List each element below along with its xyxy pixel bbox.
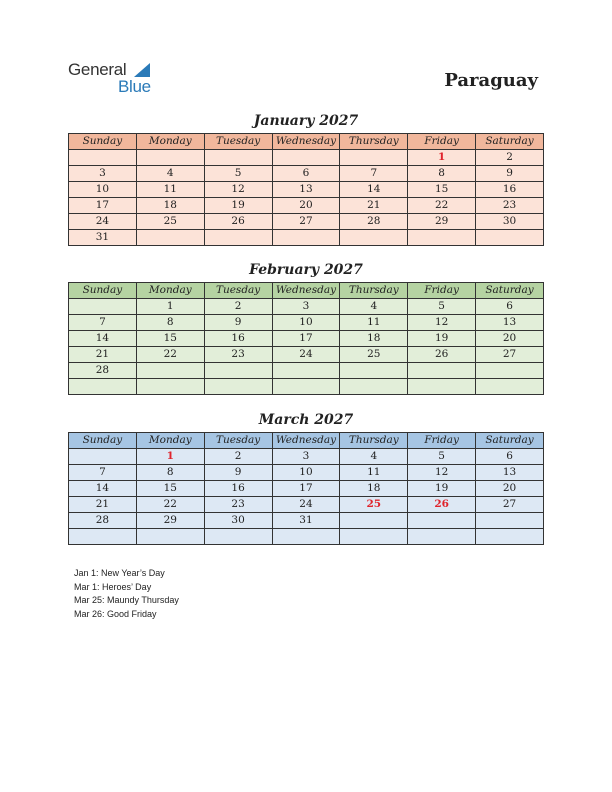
day-cell: 24 bbox=[272, 497, 340, 513]
day-cell bbox=[204, 150, 272, 166]
day-cell: 6 bbox=[476, 299, 544, 315]
day-cell: 17 bbox=[272, 481, 340, 497]
weekday-header: Monday bbox=[136, 134, 204, 150]
weekday-header: Friday bbox=[408, 134, 476, 150]
day-cell: 11 bbox=[340, 465, 408, 481]
week-row bbox=[69, 449, 544, 465]
day-cell bbox=[408, 379, 476, 395]
day-cell: 10 bbox=[272, 315, 340, 331]
day-cell: 3 bbox=[272, 299, 340, 315]
generalblue-logo bbox=[68, 60, 168, 96]
country-title: Paraguay bbox=[444, 70, 538, 91]
day-cell bbox=[476, 363, 544, 379]
week-row bbox=[69, 379, 544, 395]
day-cell bbox=[69, 379, 137, 395]
month-title-march: March 2027 bbox=[258, 412, 354, 428]
day-cell: 19 bbox=[408, 331, 476, 347]
weekday-header: Tuesday bbox=[204, 433, 272, 449]
weekday-header: Saturday bbox=[476, 134, 544, 150]
day-cell: 2 bbox=[204, 299, 272, 315]
week-row bbox=[69, 182, 544, 198]
day-cell bbox=[204, 230, 272, 246]
day-cell bbox=[204, 379, 272, 395]
day-cell bbox=[272, 529, 340, 545]
weekday-header: Friday bbox=[408, 433, 476, 449]
day-cell: 22 bbox=[408, 198, 476, 214]
weekday-header: Wednesday bbox=[272, 134, 340, 150]
day-cell: 7 bbox=[69, 465, 137, 481]
day-cell: 22 bbox=[136, 497, 204, 513]
day-cell bbox=[340, 529, 408, 545]
day-cell: 28 bbox=[69, 363, 137, 379]
calendar-february bbox=[68, 282, 544, 395]
logo-general-text: General bbox=[68, 60, 127, 79]
day-cell: 16 bbox=[204, 481, 272, 497]
logo-triangle-icon bbox=[134, 63, 150, 77]
day-cell bbox=[136, 529, 204, 545]
day-cell: 21 bbox=[340, 198, 408, 214]
day-cell: 27 bbox=[476, 497, 544, 513]
weekday-header: Wednesday bbox=[272, 433, 340, 449]
day-cell: 29 bbox=[136, 513, 204, 529]
day-cell: 12 bbox=[408, 315, 476, 331]
day-cell bbox=[136, 150, 204, 166]
holiday-item: Mar 26: Good Friday bbox=[74, 608, 157, 619]
day-cell bbox=[408, 513, 476, 529]
day-cell: 7 bbox=[69, 315, 137, 331]
weekday-header: Sunday bbox=[69, 283, 137, 299]
day-cell: 21 bbox=[69, 347, 137, 363]
weekday-header: Tuesday bbox=[204, 283, 272, 299]
day-cell: 24 bbox=[272, 347, 340, 363]
day-cell: 30 bbox=[204, 513, 272, 529]
weekday-header: Saturday bbox=[476, 433, 544, 449]
day-cell: 12 bbox=[408, 465, 476, 481]
day-cell bbox=[204, 529, 272, 545]
day-cell bbox=[272, 150, 340, 166]
weekday-header: Saturday bbox=[476, 283, 544, 299]
weekday-header: Thursday bbox=[340, 283, 408, 299]
weekday-header: Tuesday bbox=[204, 134, 272, 150]
day-cell: 2 bbox=[476, 150, 544, 166]
week-row bbox=[69, 513, 544, 529]
day-cell: 3 bbox=[69, 166, 137, 182]
weekday-header: Sunday bbox=[69, 134, 137, 150]
day-cell: 5 bbox=[408, 449, 476, 465]
day-cell: 20 bbox=[476, 331, 544, 347]
day-cell bbox=[272, 363, 340, 379]
day-cell: 20 bbox=[476, 481, 544, 497]
day-cell bbox=[136, 379, 204, 395]
calendar-march bbox=[68, 432, 544, 545]
week-row bbox=[69, 497, 544, 513]
day-cell: 27 bbox=[272, 214, 340, 230]
day-cell: 9 bbox=[476, 166, 544, 182]
day-cell: 6 bbox=[476, 449, 544, 465]
holiday-item: Mar 25: Maundy Thursday bbox=[74, 595, 179, 605]
day-cell: 15 bbox=[408, 182, 476, 198]
week-row bbox=[69, 465, 544, 481]
day-cell bbox=[340, 379, 408, 395]
day-cell bbox=[272, 379, 340, 395]
day-cell bbox=[69, 299, 137, 315]
week-row bbox=[69, 363, 544, 379]
day-cell bbox=[204, 363, 272, 379]
day-cell bbox=[408, 529, 476, 545]
day-cell: 26 bbox=[204, 214, 272, 230]
day-cell: 7 bbox=[340, 166, 408, 182]
day-cell: 31 bbox=[69, 230, 137, 246]
day-cell: 20 bbox=[272, 198, 340, 214]
week-row bbox=[69, 214, 544, 230]
day-cell: 31 bbox=[272, 513, 340, 529]
week-row bbox=[69, 198, 544, 214]
day-cell: 14 bbox=[69, 331, 137, 347]
day-cell: 14 bbox=[69, 481, 137, 497]
day-cell: 26 bbox=[408, 497, 476, 513]
weekday-header: Thursday bbox=[340, 433, 408, 449]
day-cell: 23 bbox=[476, 198, 544, 214]
day-cell: 25 bbox=[136, 214, 204, 230]
day-cell bbox=[476, 529, 544, 545]
calendar-january bbox=[68, 133, 544, 246]
weekday-header: Sunday bbox=[69, 433, 137, 449]
day-cell: 15 bbox=[136, 481, 204, 497]
day-cell: 21 bbox=[69, 497, 137, 513]
week-row bbox=[69, 315, 544, 331]
day-cell: 10 bbox=[69, 182, 137, 198]
day-cell: 3 bbox=[272, 449, 340, 465]
day-cell: 13 bbox=[272, 182, 340, 198]
day-cell bbox=[340, 513, 408, 529]
day-cell: 11 bbox=[340, 315, 408, 331]
day-cell: 29 bbox=[408, 214, 476, 230]
weekday-header-row bbox=[69, 134, 544, 150]
day-cell: 18 bbox=[340, 481, 408, 497]
week-row bbox=[69, 166, 544, 182]
weekday-header: Thursday bbox=[340, 134, 408, 150]
week-row bbox=[69, 347, 544, 363]
day-cell: 16 bbox=[204, 331, 272, 347]
day-cell: 1 bbox=[136, 449, 204, 465]
week-row bbox=[69, 529, 544, 545]
day-cell: 8 bbox=[136, 315, 204, 331]
day-cell: 17 bbox=[69, 198, 137, 214]
day-cell: 27 bbox=[476, 347, 544, 363]
day-cell bbox=[476, 230, 544, 246]
day-cell: 6 bbox=[272, 166, 340, 182]
day-cell bbox=[340, 230, 408, 246]
day-cell: 14 bbox=[340, 182, 408, 198]
day-cell: 30 bbox=[476, 214, 544, 230]
day-cell: 18 bbox=[136, 198, 204, 214]
day-cell bbox=[69, 150, 137, 166]
day-cell: 16 bbox=[476, 182, 544, 198]
month-title-january: January 2027 bbox=[253, 113, 359, 129]
week-row bbox=[69, 230, 544, 246]
day-cell: 19 bbox=[204, 198, 272, 214]
day-cell bbox=[272, 230, 340, 246]
week-row bbox=[69, 150, 544, 166]
day-cell: 9 bbox=[204, 465, 272, 481]
week-row bbox=[69, 481, 544, 497]
week-row bbox=[69, 299, 544, 315]
day-cell bbox=[408, 230, 476, 246]
day-cell: 9 bbox=[204, 315, 272, 331]
day-cell: 22 bbox=[136, 347, 204, 363]
day-cell bbox=[136, 230, 204, 246]
holiday-item: Jan 1: New Year’s Day bbox=[74, 568, 165, 578]
day-cell: 26 bbox=[408, 347, 476, 363]
day-cell bbox=[340, 363, 408, 379]
day-cell bbox=[408, 363, 476, 379]
month-title-february: February 2027 bbox=[249, 262, 363, 278]
day-cell: 24 bbox=[69, 214, 137, 230]
weekday-header: Friday bbox=[408, 283, 476, 299]
day-cell: 17 bbox=[272, 331, 340, 347]
day-cell: 18 bbox=[340, 331, 408, 347]
day-cell: 28 bbox=[69, 513, 137, 529]
day-cell: 19 bbox=[408, 481, 476, 497]
day-cell: 25 bbox=[340, 347, 408, 363]
day-cell bbox=[69, 449, 137, 465]
day-cell: 28 bbox=[340, 214, 408, 230]
day-cell bbox=[136, 363, 204, 379]
day-cell: 5 bbox=[408, 299, 476, 315]
day-cell: 2 bbox=[204, 449, 272, 465]
day-cell bbox=[340, 150, 408, 166]
day-cell: 5 bbox=[204, 166, 272, 182]
day-cell: 13 bbox=[476, 315, 544, 331]
weekday-header: Wednesday bbox=[272, 283, 340, 299]
day-cell: 8 bbox=[136, 465, 204, 481]
weekday-header: Monday bbox=[136, 283, 204, 299]
day-cell: 4 bbox=[340, 449, 408, 465]
day-cell: 23 bbox=[204, 497, 272, 513]
day-cell: 11 bbox=[136, 182, 204, 198]
weekday-header-row bbox=[69, 433, 544, 449]
day-cell: 12 bbox=[204, 182, 272, 198]
day-cell: 10 bbox=[272, 465, 340, 481]
day-cell: 1 bbox=[136, 299, 204, 315]
day-cell: 8 bbox=[408, 166, 476, 182]
week-row bbox=[69, 331, 544, 347]
logo-blue-text: Blue bbox=[118, 77, 151, 96]
day-cell: 13 bbox=[476, 465, 544, 481]
weekday-header-row bbox=[69, 283, 544, 299]
day-cell: 15 bbox=[136, 331, 204, 347]
day-cell bbox=[69, 529, 137, 545]
weekday-header: Monday bbox=[136, 433, 204, 449]
holiday-item: Mar 1: Heroes’ Day bbox=[74, 581, 152, 592]
day-cell bbox=[476, 513, 544, 529]
day-cell bbox=[476, 379, 544, 395]
day-cell: 25 bbox=[340, 497, 408, 513]
day-cell: 4 bbox=[136, 166, 204, 182]
day-cell: 1 bbox=[408, 150, 476, 166]
holiday-list bbox=[74, 567, 179, 621]
day-cell: 4 bbox=[340, 299, 408, 315]
day-cell: 23 bbox=[204, 347, 272, 363]
